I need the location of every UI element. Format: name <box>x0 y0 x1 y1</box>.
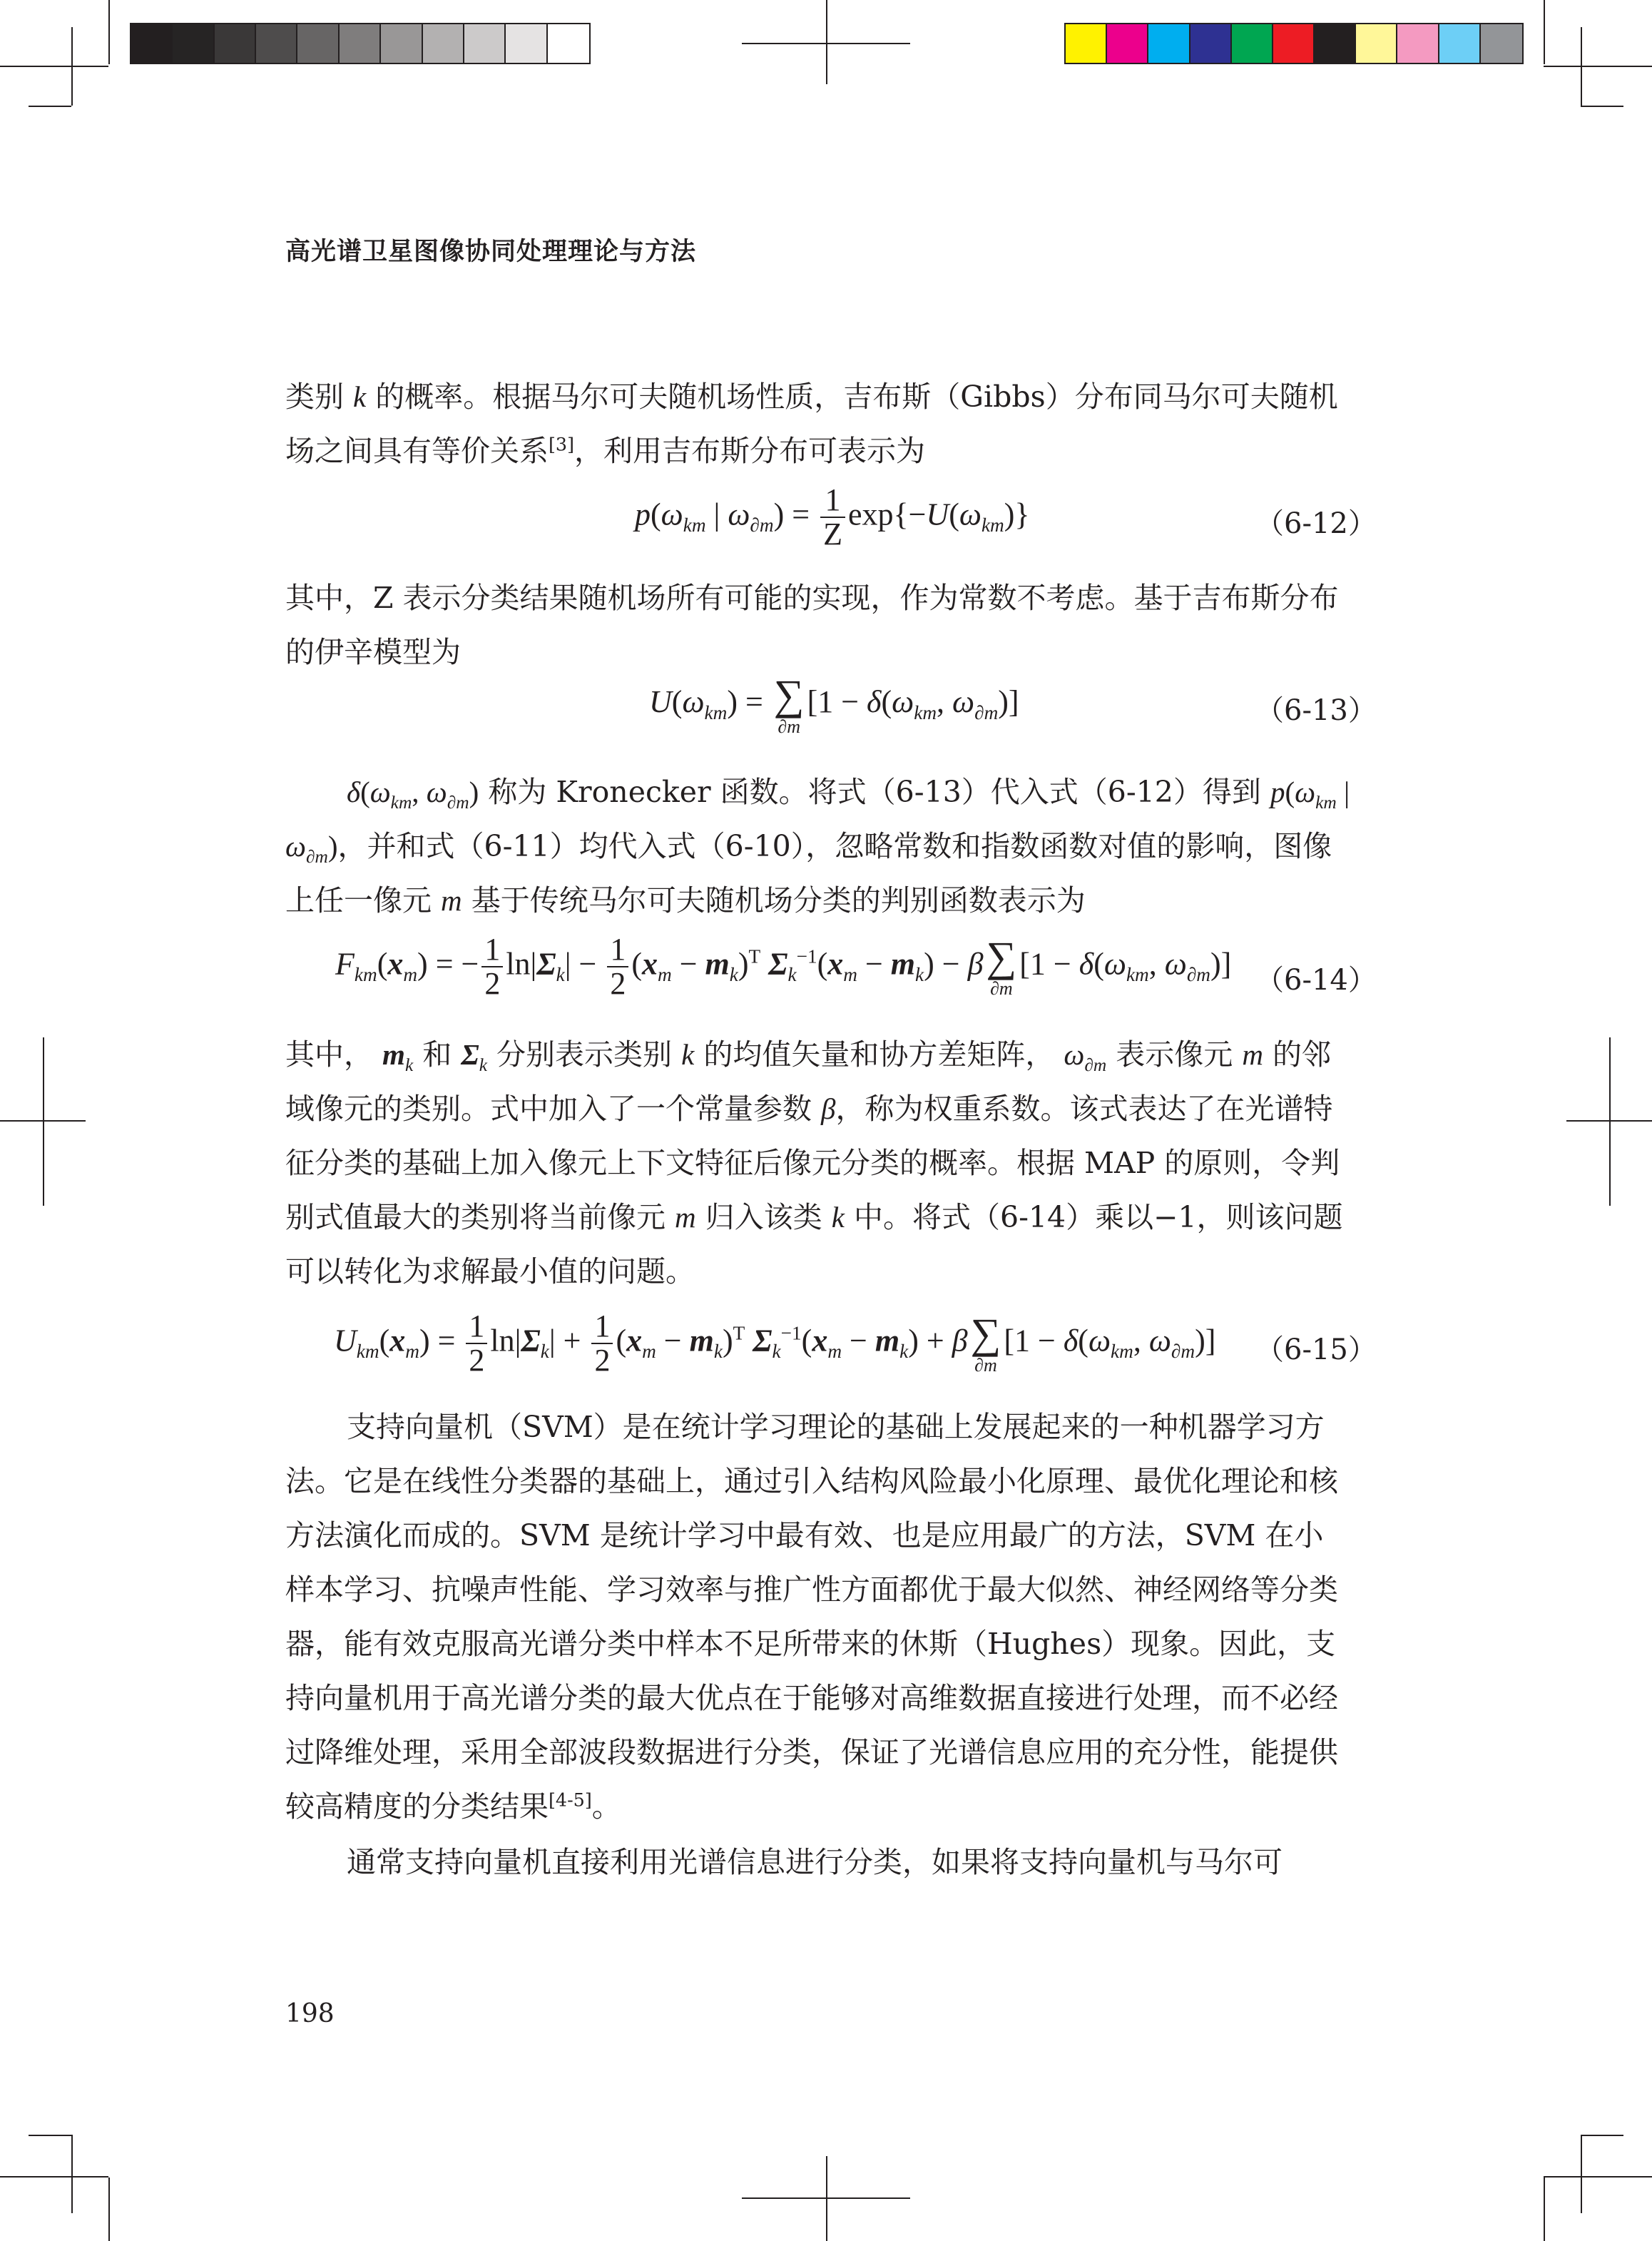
paragraph-1: 类别 k 的概率。根据马尔可夫随机场性质，吉布斯（Gibbs）分布同马尔可夫随机场之间具有等价关系[3]，利用吉布斯分布可表示为 <box>285 380 1338 468</box>
gray-swatch-4 <box>256 24 297 63</box>
gray-swatch-2 <box>173 24 214 63</box>
paragraph-2: 其中，Z 表示分类结果随机场所有可能的实现，作为常数不考虑。基于吉布斯分布的伊辛模型为 <box>285 581 1339 669</box>
grayscale-calibration-strip <box>130 23 591 64</box>
equation-number-6-15: （6-15） <box>1255 1333 1377 1366</box>
equation-number-6-14: （6-14） <box>1255 964 1377 997</box>
paragraph-3: $\delta(\omega_{km}$, $\omega_{\partial m}$) 称为 Kronecker 函数。将式（6-13）代入式（6-12）得到 $p(\omega_{km}$ | $\omega_{\partial m}$)，并和式（6-11）均代入式（6-10），忽略常数和指数函数对值的影响，图像上任一像元 m 基于传统马尔可夫随机场分类的判别函数表示为 <box>285 775 1350 918</box>
gray-swatch-7 <box>381 24 422 63</box>
gray-swatch-1 <box>131 24 173 63</box>
color-swatch-6 <box>1273 24 1315 63</box>
color-swatch-5 <box>1232 24 1273 63</box>
gray-swatch-8 <box>423 24 464 63</box>
color-swatch-1 <box>1066 24 1107 63</box>
color-swatch-8 <box>1356 24 1397 63</box>
color-swatch-2 <box>1107 24 1148 63</box>
running-header: 高光谱卫星图像协同处理理论与方法 <box>285 237 697 266</box>
equation-6-13: $U(\omega_{km})$ = ∑ ∂m [$1 - \delta(\omega_{km}$, $\omega_{\partial m}$)] <box>649 671 1019 737</box>
gray-swatch-11 <box>548 24 589 63</box>
color-swatch-7 <box>1315 24 1356 63</box>
color-swatch-10 <box>1439 24 1481 63</box>
page-number: 198 <box>285 1999 335 2028</box>
color-swatch-3 <box>1148 24 1190 63</box>
gray-swatch-10 <box>506 24 547 63</box>
color-swatch-4 <box>1190 24 1232 63</box>
color-swatch-9 <box>1397 24 1439 63</box>
paragraph-5: 支持向量机（SVM）是在统计学习理论的基础上发展起来的一种机器学习方法。它是在线性分类器的基础上，通过引入结构风险最小化原理、最优化理论和核方法演化而成的。SVM 是统计学习中最有效、也是应用最广的方法，SVM 在小样本学习、抗噪声性能、学习效率与推广性方面都优于最大似然、神经网络等分类器，能有效克服高光谱分类中样本不足所带来的休斯（Hughes）现象。因此，支持向量机用于高光谱分类的最大优点在于能够对高维数据直接进行处理，而不必经过降维处理，采用全部波段数据进行分类，保证了光谱信息应用的充分性，能提供较高精度的分类结果[4-5]。 <box>285 1410 1338 1824</box>
paragraph-4: 其中， $m_k$ 和 $\Sigma_k$ 分别表示类别 k 的均值矢量和协方差矩阵， $\omega_{\partial m}$ 表示像元 m 的邻域像元的类别。式中加入了一个常量参数 β，称为权重系数。该式表达了在光谱特征分类的基础上加入像元上下文特征后像元分类的概率。根据 MAP 的原则，令判别式值最大的类别将当前像元 m 归入该类 k 中。将式（6-14）乘以−1，则该问题可以转化为求解最小值的问题。 <box>285 1037 1343 1289</box>
equation-6-15: $U_{km}(x_m)$ = $\frac{1}{2}$ $\ln|\Sigma_k|$ + $\frac{1}{2}$ $(x_m - m_k)^T$ $\Sigma_k^{-1}(x_m - m_k) + \beta$ ∑ ∂m [$1 - \delta(\omega_{km}$, $\omega_{\partial m}$)] <box>334 1308 1216 1378</box>
equation-6-14: $F_{km}(x_m)$ = − $\frac{1}{2}$ $\ln|\Sigma_k|$ − $\frac{1}{2}$ $(x_m - m_k)^T$ $\Sigma_k^{-1}(x_m - m_k) - \beta$ ∑ ∂m [$1 - \delta(\omega_{km}$, $\omega_{\partial m}$)] <box>335 932 1232 1002</box>
gray-swatch-9 <box>464 24 506 63</box>
gray-swatch-5 <box>297 24 339 63</box>
color-calibration-strip <box>1064 23 1524 64</box>
color-swatch-11 <box>1481 24 1522 63</box>
gray-swatch-3 <box>215 24 256 63</box>
equation-6-12: $p(\omega_{km}$ | $\omega_{\partial m}$) = $\frac{1}{Z}$ $\exp\{-U(\omega_{km})\}$ <box>635 482 1030 552</box>
paragraph-6: 通常支持向量机直接利用光谱信息进行分类，如果将支持向量机与马尔可 <box>347 1845 1283 1879</box>
equation-number-6-13: （6-13） <box>1255 694 1377 727</box>
gray-swatch-6 <box>340 24 381 63</box>
equation-number-6-12: （6-12） <box>1255 507 1377 540</box>
